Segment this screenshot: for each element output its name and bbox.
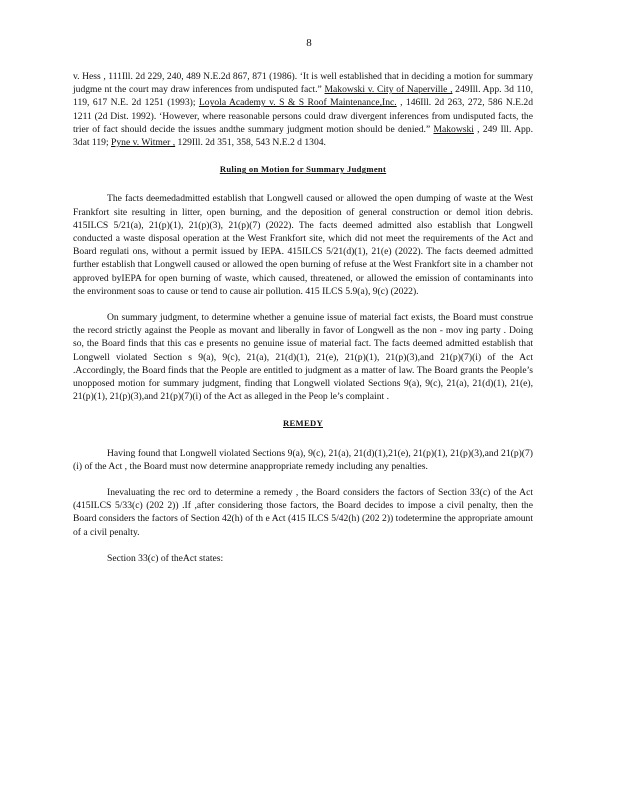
page-number: 8 <box>306 37 312 49</box>
document-body <box>73 70 533 565</box>
section-heading-ruling: Ruling on Motion for Summary Judgment <box>219 164 387 175</box>
text-segment: 129Ill. 2d 351, 358, 543 N.E.2 d 1304. <box>175 137 326 149</box>
case-citation: Makowski v. City of Naperville , <box>324 84 453 96</box>
remedy-paragraph: Inevaluating the rec ord to determine a remedy , the Board considers the factors of Section 33(c) of the Act (415ILCS 5/33(c) (202 2)) .If ,after considering those factors, the Board decides to impose a civil penalty, then the Board considers the factors of Section 42(h) of th e Act (415 ILCS 5/42(h) (202 2)) todetermine the appropriate amount of a civil penalty. <box>73 487 533 538</box>
case-citation: Loyola Academy v. S & S Roof Maintenance,Inc. <box>198 97 397 109</box>
ruling-paragraph: On summary judgment, to determine whether a genuine issue of material fact exists, the Board must construe the record strictly against the People as movant and liberally in favor of Longwell as the non - mov ing party . Doing so, the Board finds that this cas e presents no genuine issue of material fact. The facts deemed admitted establish that Longwell violated Section s 9(a), 9(c), 21(a), 21(d)(1), 21(e), 21(p)(1), 21(p)(3),and 21(p)(7)(i) of the Act .Accordingly, the Board finds that the People are entitled to judgment as a matter of law. The Board grants the People’s unopposed motion for summary judgment, finding that Longwell violated Sections 9(a), 9(c), 21(a), 21(d)(1), 21(e), 21(p)(1), 21(p)(3),and 21(p)(7)(i) of the Act as alleged in the Peop le’s complaint . <box>73 312 533 403</box>
text-segment: v. Hess , 111Ill. 2d 229, 240, 489 N.E.2d 867, 871 (1986). ‘It is well established that in deciding a motion for summary judgme nt the court may draw inferences from undisputed fact.” <box>73 71 533 96</box>
remedy-paragraph: Section 33(c) of theAct states: <box>107 552 224 564</box>
case-citation: Makowski <box>433 123 474 135</box>
remedy-paragraph: Having found that Longwell violated Sections 9(a), 9(c), 21(a), 21(d)(1),21(e), 21(p)(1), 21(p)(3),and 21(p)(7)(i) of the Act , the Board must now determine anappropriate remedy including any penalties. <box>73 447 533 472</box>
text-segment: , 249 Ill. App. 3dat 119; <box>73 123 533 149</box>
text-segment: , 146Ill. 2d 263, 272, 586 N.E.2d 1211 (2d Dist. 1992). ‘However, where reasonable persons could draw divergent inferences from undisputed facts, the trier of fact should decide the issues andthe summary judgment motion should be denied.” <box>73 97 533 135</box>
section-heading-remedy: REMEDY <box>283 418 323 429</box>
top-paragraph <box>73 70 533 149</box>
case-citation: Pyne v. Witmer , <box>111 137 176 149</box>
ruling-paragraph: The facts deemedadmitted establish that Longwell caused or allowed the open dumping of waste at the West Frankfort site resulting in litter, open burning, and the deposition of general construction or demol ition debris. 415ILCS 5/21(a), 21(p)(1), 21(p)(3), 21(p)(7) (2022). The facts deemed admitted also establish that Longwell conducted a waste disposal operation at the West Frankfort site, which did not meet the requirements of the Act and Board regulati ons, without a permit issued by IEPA. 415ILCS 5/21(d)(1), 21(e) (2022). The facts deemed admitted further establish that Longwell caused or allowed the open burning of refuse at the West Frankfort site in a chamber not approved byIEPA for open burning of waste, which caused, threatened, or allowed the emission of contaminants into the environment soas to cause or tend to cause air pollution. 415 ILCS 5.9(a), 9(c) (2022). <box>73 193 533 297</box>
text-segment: 249Ill. App. 3d 110, 119, 617 N.E. 2d 1251 (1993); <box>73 84 533 109</box>
